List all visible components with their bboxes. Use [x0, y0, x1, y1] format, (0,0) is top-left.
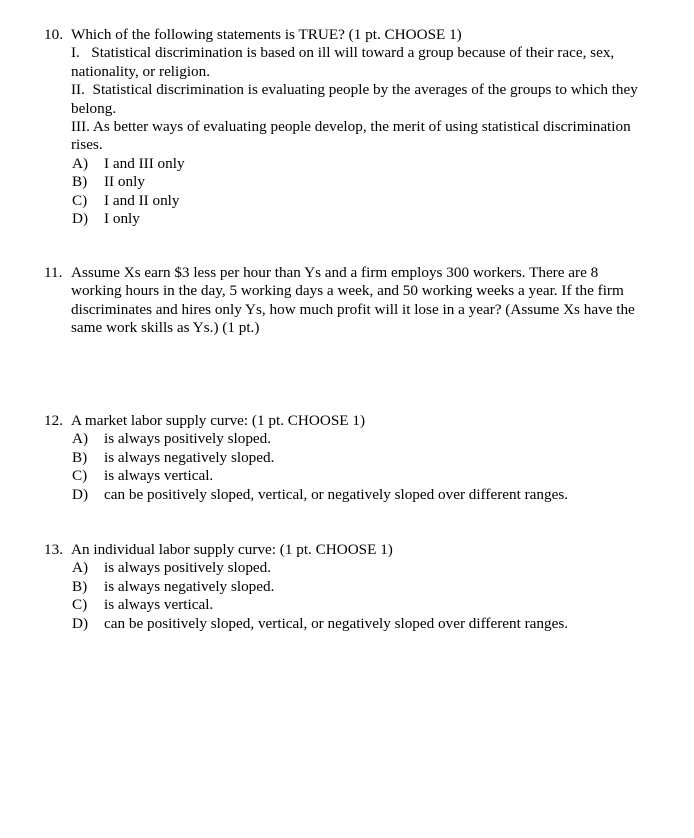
option-c — [44, 596, 644, 614]
option-letter: C) — [72, 191, 88, 209]
question-11 — [44, 264, 644, 338]
question-10 — [44, 26, 644, 228]
question-prompt: Which of the following statements is TRUE? (1 pt. CHOOSE 1) — [71, 26, 462, 43]
question-13 — [44, 541, 644, 633]
option-d — [44, 486, 644, 504]
option-c — [44, 192, 644, 210]
question-prompt: An individual labor supply curve: (1 pt. CHOOSE 1) — [71, 541, 393, 558]
option-text: is always positively sloped. — [104, 559, 272, 577]
option-b — [44, 578, 644, 596]
option-text: is always positively sloped. — [104, 430, 272, 448]
option-letter: B) — [72, 577, 88, 595]
option-text: is always negatively sloped. — [104, 577, 275, 595]
question-prompt: A market labor supply curve: (1 pt. CHOOSE 1) — [71, 412, 365, 429]
option-letter: B) — [72, 448, 88, 466]
option-text: I only — [104, 210, 140, 228]
question-number: 10. — [44, 26, 63, 43]
option-a — [44, 430, 644, 448]
option-a — [44, 155, 644, 173]
question-prompt: Assume Xs earn $3 less per hour than Ys and a firm employs 300 workers. There are 8 working hours in the day, 5 working days a week, and 50 working weeks a year. If the firm discriminates and hires only Ys, how much profit will it lose in a year? (Assume Xs have the same work skills as Ys.) (1 pt.) — [71, 264, 635, 337]
option-letter: A) — [72, 430, 89, 448]
option-b — [44, 173, 644, 191]
option-text: can be positively sloped, vertical, or negatively sloped over different ranges. — [104, 614, 569, 632]
option-b — [44, 449, 644, 467]
question-number: 11. — [44, 264, 63, 281]
option-d — [44, 210, 644, 228]
option-text: is always vertical. — [104, 596, 214, 614]
option-c — [44, 467, 644, 485]
statement-ii: II. Statistical discrimination is evaluating people by the averages of the groups to which they belong. — [71, 81, 638, 117]
option-letter: A) — [72, 559, 89, 577]
option-letter: C) — [72, 596, 88, 614]
option-text: is always vertical. — [104, 467, 214, 485]
statement-i: I. Statistical discrimination is based on ill will toward a group because of their race, sex, nationality, or religion. — [71, 44, 615, 80]
option-letter: D) — [72, 210, 89, 228]
option-d — [44, 615, 644, 633]
question-12 — [44, 412, 644, 504]
option-letter: D) — [72, 614, 89, 632]
option-letter: B) — [72, 173, 88, 191]
option-letter: A) — [72, 154, 89, 172]
question-number: 12. — [44, 412, 63, 429]
option-text: is always negatively sloped. — [104, 448, 275, 466]
option-text: I and III only — [104, 154, 185, 172]
option-letter: D) — [72, 485, 89, 503]
question-number: 13. — [44, 541, 63, 558]
option-text: II only — [104, 173, 145, 191]
option-letter: C) — [72, 467, 88, 485]
option-text: can be positively sloped, vertical, or negatively sloped over different ranges. — [104, 485, 569, 503]
statement-iii: III. As better ways of evaluating people develop, the merit of using statistical discrimination rises. — [71, 118, 631, 154]
option-text: I and II only — [104, 191, 180, 209]
option-a — [44, 559, 644, 577]
